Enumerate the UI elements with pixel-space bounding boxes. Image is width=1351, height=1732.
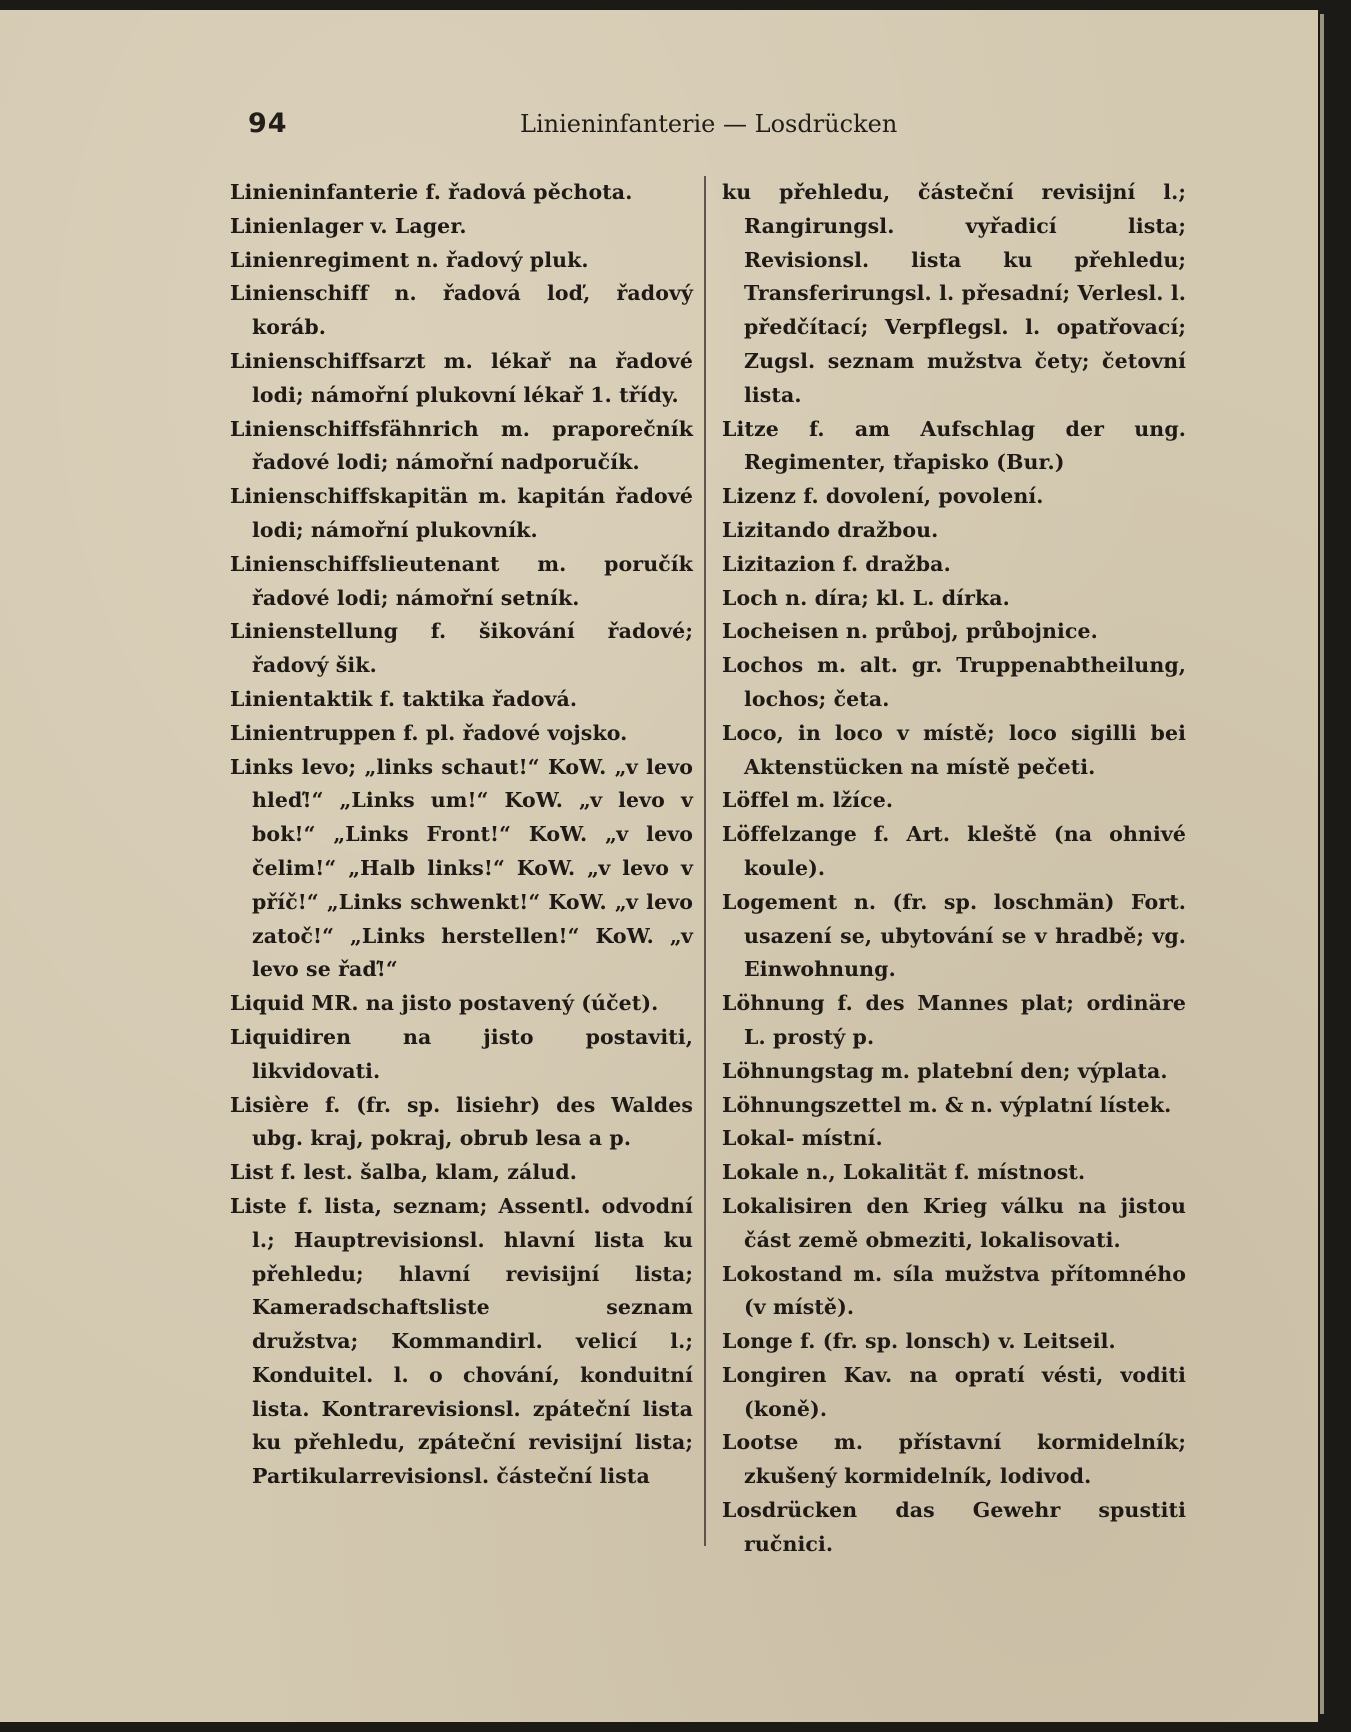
dictionary-entry: Lizitazion f. dražba. <box>722 551 951 576</box>
dictionary-entry: Linienschiffslieutenant m. poručík řadové lodi; námořní setník. <box>230 551 693 610</box>
dictionary-entry: Lizenz f. dovolení, povolení. <box>722 484 1044 509</box>
dictionary-entry: Löffelzange f. Art. kleště (na ohnivé koule). <box>722 822 1186 880</box>
dictionary-entry: Löhnungstag m. platební den; výplata. <box>722 1058 1168 1083</box>
dictionary-entry: Linienlager v. Lager. <box>230 213 467 238</box>
page-header <box>0 108 1318 148</box>
dictionary-entry: Longiren Kav. na opratí vésti, voditi (koně). <box>722 1362 1186 1421</box>
dictionary-entry: Litze f. am Aufschlag der ung. Regimenter, třapisko (Bur.) <box>722 416 1186 475</box>
dictionary-entry: Linienregiment n. řadový pluk. <box>230 247 589 272</box>
dictionary-entry: Linientaktik f. taktika řadová. <box>230 686 578 711</box>
column-divider <box>704 176 706 1546</box>
dictionary-entry: Löhnungszettel m. & n. výplatní lístek. <box>722 1092 1172 1117</box>
dictionary-entry: Löhnung f. des Mannes plat; ordinäre L. prostý p. <box>722 991 1186 1049</box>
dictionary-entry: Lokostand m. síla mužstva přítomného (v místě). <box>722 1261 1186 1320</box>
dictionary-entry: Linienschiffsfähnrich m. praporečník řadové lodi; námořní nadporučík. <box>230 416 693 475</box>
dictionary-entry: Lokale n., Lokalität f. místnost. <box>722 1160 1086 1185</box>
dictionary-entry: Lisière f. (fr. sp. lisiehr) des Waldes ubg. kraj, pokraj, obrub lesa a p. <box>230 1092 693 1151</box>
dictionary-entry: Linienschiffsarzt m. lékař na řadové lodi; námořní plukovní lékař 1. třídy. <box>230 348 693 407</box>
dictionary-entry: Locheisen n. průboj, průbojnice. <box>722 619 1098 644</box>
dictionary-entry: Lootse m. přístavní kormidelník; zkušený kormidelník, lodivod. <box>722 1430 1186 1489</box>
dictionary-entry: Lokal- místní. <box>722 1126 883 1151</box>
dictionary-entry: Liste f. lista, seznam; Assentl. odvodní l.; Hauptrevisionsl. hlavní lista ku přehledu; hlavní revisijní lista; Kameradschaftsliste seznam družstva; Kommandirl. velicí l.; Konduitel. l. o chování, konduitní lista. Kontrarevisionsl. zpáteční lista ku přehledu, zpáteční revisijní lista; Partikularrevisionsl. částeční lista <box>230 1193 693 1489</box>
dictionary-entry: Losdrücken das Gewehr spustiti ručnici. <box>722 1498 1186 1556</box>
page-number: 94 <box>248 108 288 139</box>
dictionary-entry: Loch n. díra; kl. L. dírka. <box>722 585 1010 610</box>
right-column <box>722 176 1186 1562</box>
dictionary-entry: Lizitando dražbou. <box>722 517 939 542</box>
running-head: Linieninfanterie — Losdrücken <box>520 110 898 138</box>
page-edge-line <box>1320 14 1324 1714</box>
dictionary-entry: Linientruppen f. pl. řadové vojsko. <box>230 720 628 745</box>
dictionary-entry: Linieninfanterie f. řadová pěchota. <box>230 180 633 204</box>
dictionary-entry: Longe f. (fr. sp. lonsch) v. Leitseil. <box>722 1329 1116 1354</box>
dictionary-entry: Loco, in loco v místě; loco sigilli bei Aktenstücken na místě pečeti. <box>722 720 1186 779</box>
dictionary-entry: Lochos m. alt. gr. Truppenabtheilung, lochos; četa. <box>722 653 1186 711</box>
dictionary-entry: Liquidiren na jisto postaviti, likvidovati. <box>230 1024 693 1083</box>
dictionary-entry: Liquid MR. na jisto postavený (účet). <box>230 991 659 1016</box>
dictionary-entry: Links levo; „links schaut!“ KoW. „v levo hleď!“ „Links um!“ KoW. „v levo v bok!“ „Links Front!“ KoW. „v levo čelim!“ „Halb links!“ KoW. „v levo v příč!“ „Links schwenkt!“ KoW. „v levo zatoč!“ „Links herstellen!“ KoW. „v levo se řaď!“ <box>230 754 693 982</box>
dictionary-entry: ku přehledu, částeční revisijní l.; Rangirungsl. vyřadicí lista; Revisionsl. lista ku přehledu; Transferirungsl. l. přesadní; Verlesl. l. předčítací; Verpflegsl. l. opatřovací; Zugsl. seznam mužstva čety; četovní lista. <box>722 180 1186 407</box>
left-column <box>230 176 693 1494</box>
dictionary-entry: Linienstellung f. šikování řadové; řadový šik. <box>230 619 693 678</box>
dictionary-entry: Löffel m. lžíce. <box>722 788 894 813</box>
dictionary-entry: Lokalisiren den Krieg válku na jistou část země obmeziti, lokalisovati. <box>722 1193 1186 1252</box>
dictionary-entry: Logement n. (fr. sp. loschmän) Fort. usazení se, ubytování se v hradbě; vg. Einwohnung. <box>722 889 1186 982</box>
dictionary-entry: Linienschiffskapitän m. kapitán řadové lodi; námořní plukovník. <box>230 484 693 542</box>
dictionary-entry: List f. lest. šalba, klam, zálud. <box>230 1160 577 1185</box>
dictionary-entry: Linienschiff n. řadová loď, řadový koráb. <box>230 281 693 340</box>
